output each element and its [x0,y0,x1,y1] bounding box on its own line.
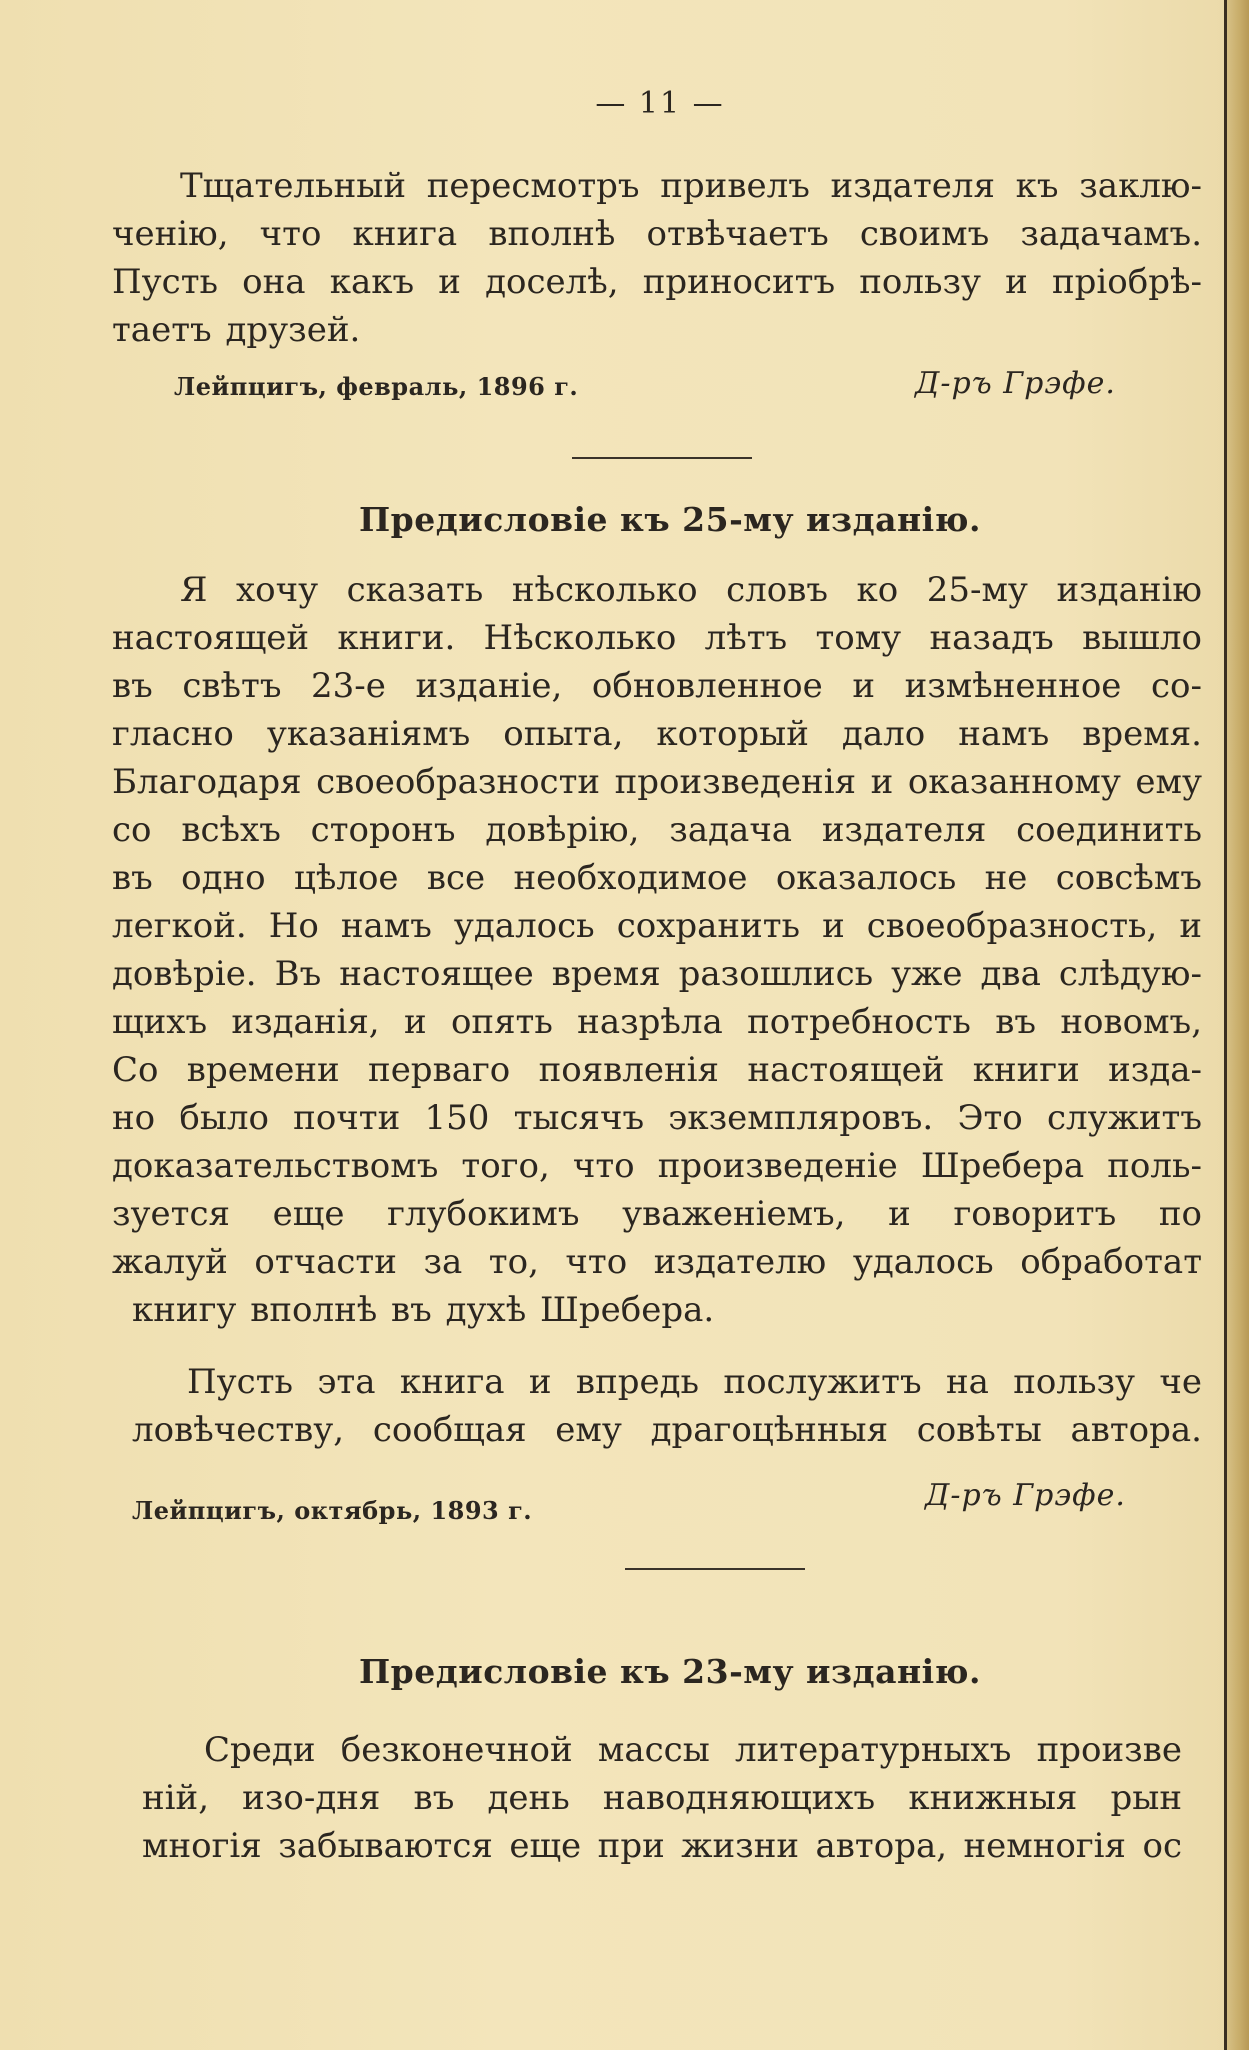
signature-1 [0,366,1249,412]
text-line: щихъ изданія, и опять назрѣла потребность въ новомъ, [112,1002,1202,1042]
text-line: Благодаря своеобразности произведенія и оказанному ему [112,762,1202,802]
text-line: гласно указаніямъ опыта, который дало намъ время. [112,714,1202,754]
page-number: — 11 — [595,86,725,121]
text-line: ній, изо-дня въ день наводняющихъ книжныя рын [142,1778,1182,1818]
text-line: Со времени перваго появленія настоящей книги изда- [112,1050,1202,1090]
signature-author: Д-ръ Грэфе. [925,1478,1126,1513]
signature-2 [0,1478,1249,1530]
section-23-heading: Предисловіе къ 23-му изданію. [359,1652,981,1691]
text-line: но было почти 150 тысячъ экземпляровъ. Это служитъ [112,1098,1202,1138]
text-line: ченію, что книга вполнѣ отвѣчаетъ своимъ задачамъ. [112,214,1202,254]
text-line: многія забываются еще при жизни автора, немногія ос [142,1826,1182,1866]
text-line: книгу вполнѣ въ духѣ Шребера. [132,1290,715,1330]
text-line: доказательствомъ того, что произведеніе Шребера поль- [112,1146,1202,1186]
text-line: въ одно цѣлое все необходимое оказалось не совсѣмъ [112,858,1202,898]
text-line: жалуй отчасти за то, что издателю удалось обработат [112,1242,1202,1282]
intro-paragraph [112,162,1202,354]
section-23-paragraph [112,1726,1182,1870]
section-25-heading: Предисловіе къ 25-му изданію. [359,500,981,539]
text-line: зуется еще глубокимъ уваженіемъ, и говоритъ по [112,1194,1202,1234]
text-line: въ свѣтъ 23-е изданіе, обновленное и измѣненное со- [112,666,1202,706]
section-divider [572,457,752,459]
text-line: таетъ друзей. [112,310,361,350]
text-line: Тщательный пересмотръ привелъ издателя къ заклю- [180,166,1202,206]
text-line: ловѣчеству, сообщая ему драгоцѣнныя совѣты автора. [132,1410,1202,1450]
section-25-paragraph-1 [112,566,1202,1334]
text-line: Я хочу сказать нѣсколько словъ ко 25-му изданію [180,570,1202,610]
text-line: Среди безконечной массы литературныхъ произве [204,1730,1182,1770]
text-line: Пусть она какъ и доселѣ, приноситъ пользу и пріобрѣ- [112,262,1202,302]
signature-author: Д-ръ Грэфе. [915,366,1116,401]
text-line: Пусть эта книга и впредь послужитъ на пользу че [187,1362,1202,1402]
section-25-paragraph-2 [112,1358,1202,1454]
text-line: настоящей книги. Нѣсколько лѣтъ тому назадъ вышло [112,618,1202,658]
page-edge-rule [1224,0,1227,2050]
text-line: со всѣхъ сторонъ довѣрію, задача издателя соединить [112,810,1202,850]
text-line: легкой. Но намъ удалось сохранить и своеобразность, и [112,906,1202,946]
signature-place-date: Лейпцигъ, февраль, 1896 г. [174,372,579,401]
signature-place-date: Лейпцигъ, октябрь, 1893 г. [132,1496,533,1525]
section-divider [625,1568,805,1570]
book-spine-edge [1225,0,1249,2050]
text-line: довѣріе. Въ настоящее время разошлись уже два слѣдую- [112,954,1202,994]
